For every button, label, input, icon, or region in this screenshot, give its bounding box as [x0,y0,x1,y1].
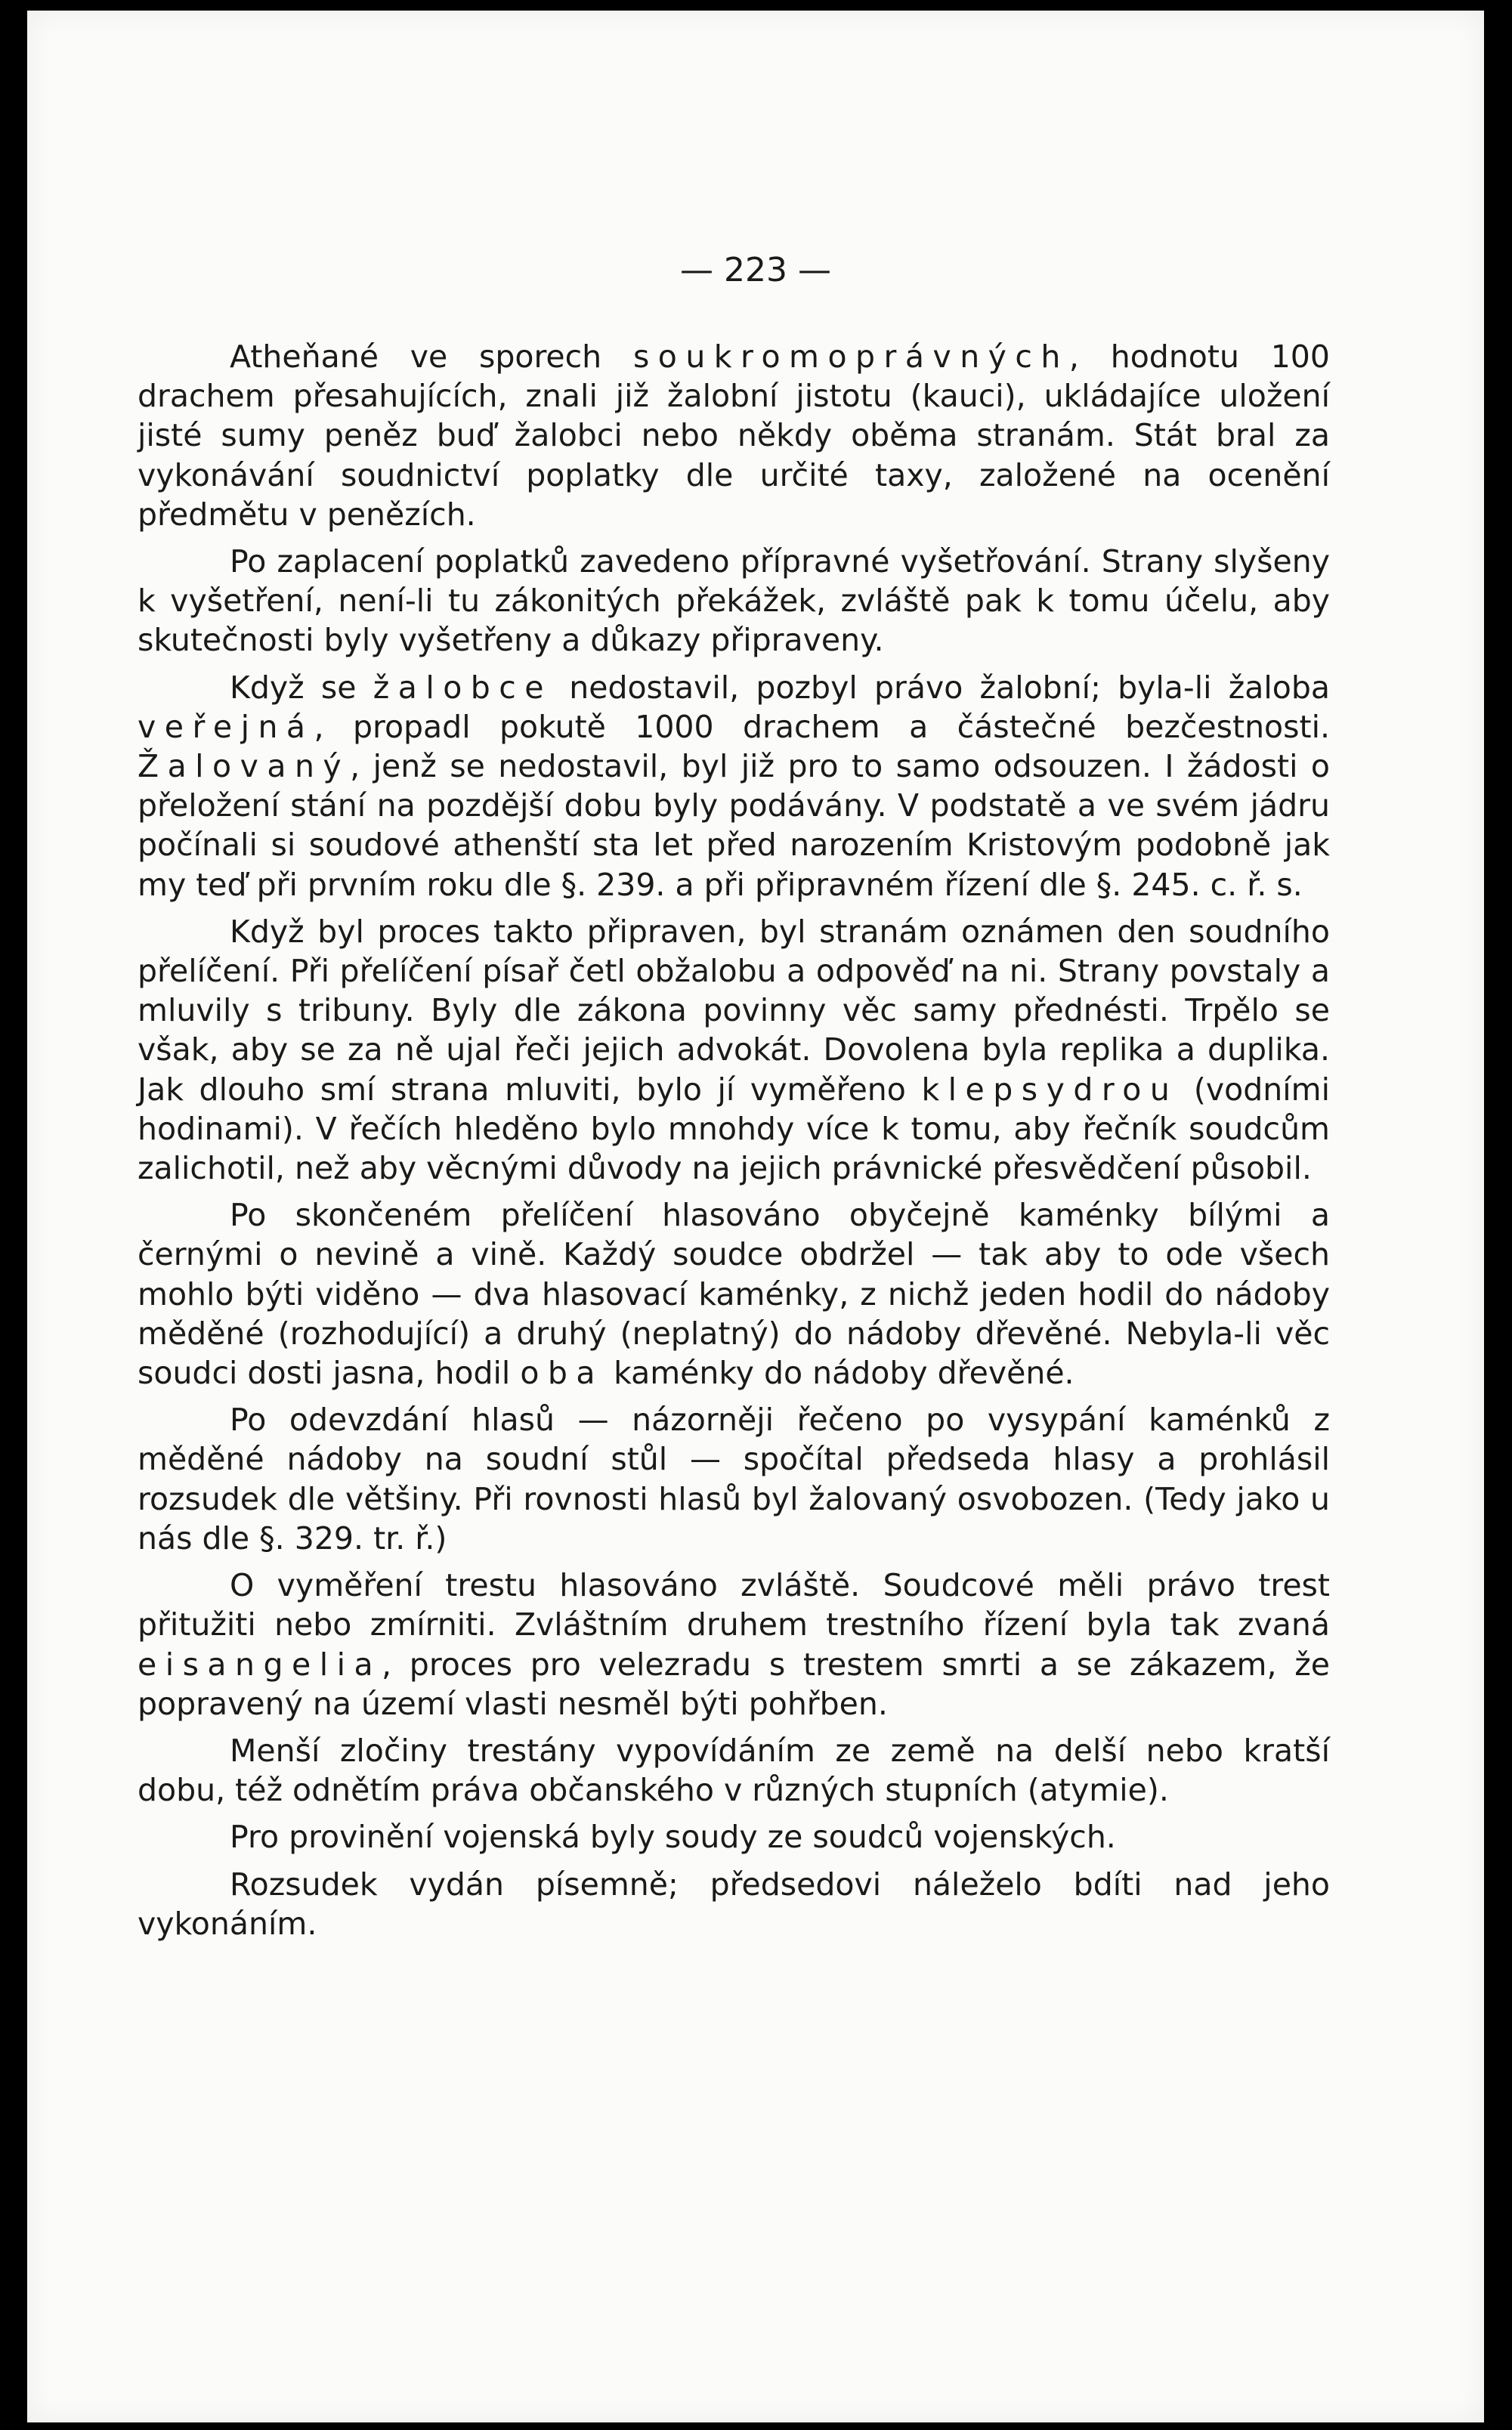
text-run: (vodními hodinami). V řečích hleděno bylo mnohdy více k tomu, aby řečník soudcům zalichotil, než aby věcnými důvody na jejich právnické přesvědčení působil. [138,1071,1330,1187]
paragraph [138,1195,1330,1393]
paragraph [138,1817,1330,1857]
text-run: Rozsudek vydán písemně; předsedovi náleželo bdíti nad jeho vykonáním. [138,1866,1330,1942]
text-run: nedostavil, pozbyl právo žalobní; byla-li žaloba [552,669,1330,706]
text-run: Po skončeném přelíčení hlasováno obyčejně kaménky bílými a černými o nevině a vině. Každý soudce obdržel — tak aby to ode všech mohlo býti viděno — dva hlasovací kaménky, z nichž jeden hodil do nádoby měděné (rozhodující) a druhý (neplatný) do nádoby dřevěné. Nebyla-li věc soudci dosti jasna, hodil [138,1197,1330,1392]
text-run: Když byl proces takto připraven, byl stranám oznámen den soudního přelíčení. Při přelíčení písař četl obžalobu a odpověď na ni. Strany povstaly a mluvily s tribuny. Byly dle zákona povinny věc samy přednésti. Trpělo se však, aby se za ně ujal řeči jejich advokát. Dovolena byla replika a duplika. Jak dlouho smí strana mluviti, bylo jí vyměřeno [138,913,1330,1108]
text-run: Když se [230,669,373,706]
text-run: , propadl pokutě 1000 drachem a částečné bezčestnosti. [314,708,1330,745]
text-run: , hodnotu 100 drachem přesahujících, znali již žalobní jistotu (kauci), ukládajíce uložení jisté sumy peněz buď žalobci nebo někdy oběma stranám. Stát bral za vykonávání soudnictví poplatky dle určité taxy, založené na ocenění předmětu v penězích. [138,339,1330,533]
page-body [138,337,1330,1951]
paragraph [138,542,1330,660]
text-run: Menší zločiny trestány vypovídáním ze země na delší nebo kratší dobu, též odnětím práva občanského v různých stupních (atymie). [138,1732,1330,1809]
paragraph [138,1400,1330,1558]
emphasized-term: oba [520,1355,604,1392]
paragraph [138,1865,1330,1943]
text-run: , proces pro velezradu s trestem smrti a se zákazem, že popravený na území vlasti nesměl býti pohřben. [138,1646,1330,1722]
text-run: Po zaplacení poplatků zavedeno přípravné vyšetřování. Strany slyšeny k vyšetření, není-li tu zákonitých překážek, zvláště pak k tomu účelu, aby skutečnosti byly vyšetřeny a důkazy připraveny. [138,543,1330,659]
emphasized-term: žalobce [373,669,553,706]
paragraph [138,1731,1330,1810]
emphasized-term: Žalovaný [138,748,351,785]
paragraph [138,337,1330,534]
text-run: Atheňané ve sporech [230,339,633,375]
text-run: kaménky do nádoby dřevěné. [604,1355,1074,1392]
page-number: — 223 — [680,251,831,289]
emphasized-term: eisangelia [138,1646,382,1683]
paragraph [138,1566,1330,1724]
text-run: Po odevzdání hlasů — názorněji řečeno po vysypání kaménků z měděné nádoby na soudní stůl — spočítal předseda hlasy a prohlásil rozsudek dle většiny. Při rovnosti hlasů byl žalovaný osvobozen. (Tedy jako u nás dle §. 329. tr. ř.) [138,1402,1330,1557]
paragraph [138,668,1330,904]
book-page [27,11,1484,2422]
emphasized-term: klepsydrou [921,1071,1179,1108]
text-run: Pro provinění vojenská byly soudy ze soudců vojenských. [230,1819,1116,1856]
text-run: , jenž se nedostavil, byl již pro to samo odsouzen. I žádosti o přeložení stání na pozdější dobu byly podávány. V podstatě a ve svém jádru počínali si soudové athenští sta let před narozením Kristovým podobně jak my teď při prvním roku dle §. 239. a při připravném řízení dle §. 245. c. ř. s. [138,748,1330,903]
paragraph [138,912,1330,1188]
text-run: O vyměření trestu hlasováno zvláště. Soudcové měli právo trest přitužiti nebo zmírniti. Zvláštním druhem trestního řízení byla tak zvaná [138,1567,1330,1643]
emphasized-term: soukromoprávných [632,339,1069,375]
emphasized-term: veřejná [138,708,314,745]
